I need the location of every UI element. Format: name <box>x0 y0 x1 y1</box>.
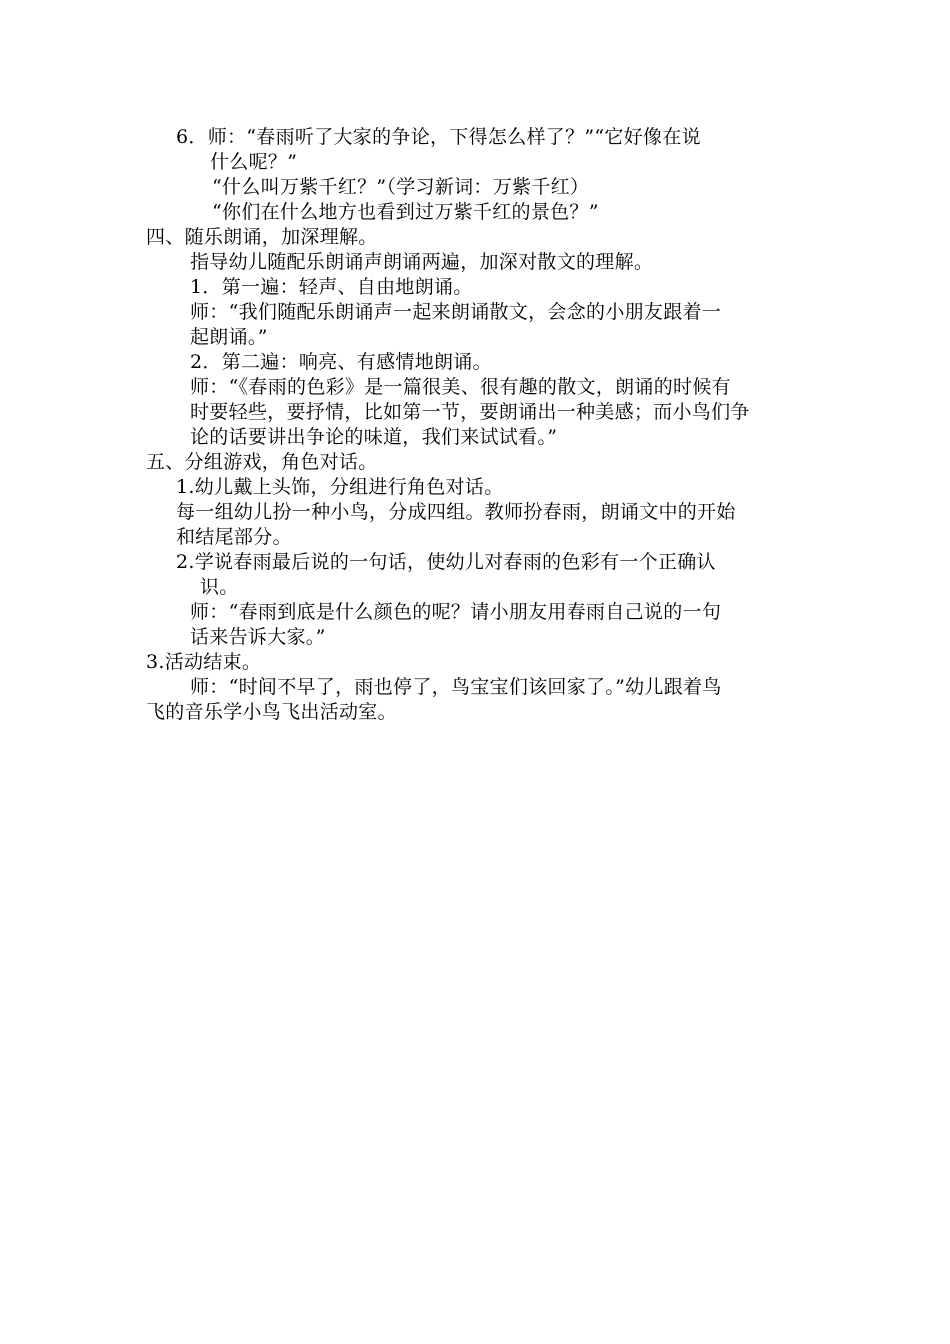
text-line: 1.幼儿戴上头饰，分组进行角色对话。 <box>176 476 504 498</box>
text-line: 指导幼儿随配乐朗诵声朗诵两遍，加深对散文的理解。 <box>190 251 654 273</box>
text-line: “什么叫万紫千红？”（学习新词：万紫千红） <box>212 176 590 198</box>
text-line: 起朗诵。” <box>190 326 268 348</box>
text-line: 论的话要讲出争论的味道，我们来试试看。” <box>190 426 558 448</box>
text-line: 师：“时间不早了，雨也停了，鸟宝宝们该回家了。”幼儿跟着鸟 <box>190 676 722 698</box>
text-line: 师：“《春雨的色彩》是一篇很美、很有趣的散文，朗诵的时候有 <box>190 376 731 398</box>
text-line: 什么呢？” <box>210 151 298 173</box>
text-line: 时要轻些，要抒情，比如第一节，要朗诵出一种美感；而小鸟们争 <box>190 401 750 423</box>
text-line: 话来告诉大家。” <box>190 626 326 648</box>
section-heading: 五、分组游戏，角色对话。 <box>146 451 378 473</box>
section-heading: 四、随乐朗诵，加深理解。 <box>146 226 378 248</box>
text-line: 每一组幼儿扮一种小鸟，分成四组。教师扮春雨，朗诵文中的开始 <box>176 501 736 523</box>
text-line: 和结尾部分。 <box>176 526 292 548</box>
text-line: 飞的音乐学小鸟飞出活动室。 <box>146 701 397 723</box>
section-heading: 3.活动结束。 <box>146 651 262 673</box>
text-line: 师：“春雨到底是什么颜色的呢？请小朋友用春雨自己说的一句 <box>190 601 722 623</box>
text-line: 1．第一遍：轻声、自由地朗诵。 <box>190 276 473 298</box>
text-line: 识。 <box>200 576 239 598</box>
text-line: 6．师：“春雨听了大家的争论，下得怎么样了？”“它好像在说 <box>176 126 701 148</box>
text-line: 2.学说春雨最后说的一句话，使幼儿对春雨的色彩有一个正确认 <box>176 551 716 573</box>
text-line: 2．第二遍：响亮、有感情地朗诵。 <box>190 351 492 373</box>
text-line: 师：“我们随配乐朗诵声一起来朗诵散文，会念的小朋友跟着一 <box>190 301 722 323</box>
text-line: “你们在什么地方也看到过万紫千红的景色？” <box>212 201 599 223</box>
